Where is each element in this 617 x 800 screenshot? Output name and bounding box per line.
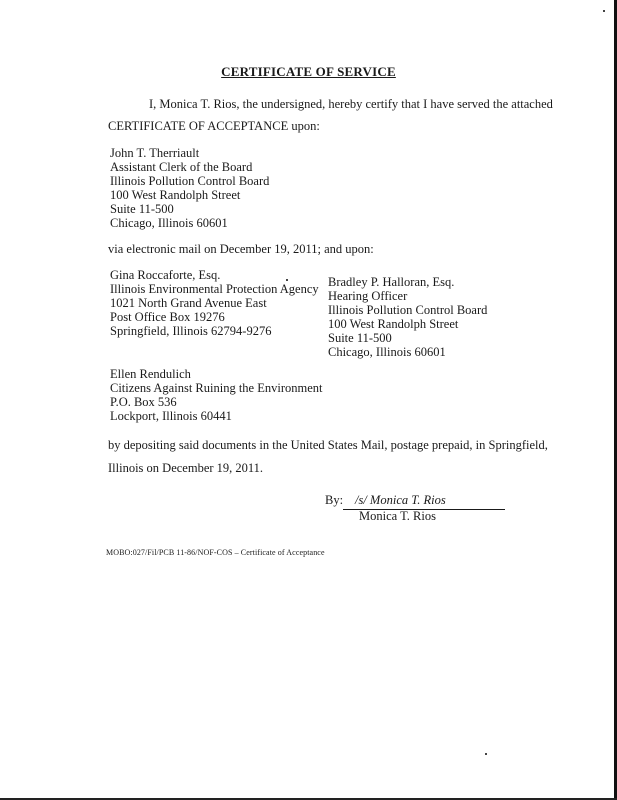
address-line: Hearing Officer [328,289,408,303]
address-line: 100 West Randolph Street [110,188,241,202]
intro-line-1: I, Monica T. Rios, the undersigned, hereby certify that I have served the attached [149,97,553,111]
recipient-block-hearing-officer [328,275,487,359]
address-line: Gina Roccaforte, Esq. [110,268,221,282]
address-line: P.O. Box 536 [110,395,177,409]
page-title: CERTIFICATE OF SERVICE [221,64,396,79]
via-line: via electronic mail on December 19, 2011; and upon: [108,242,374,256]
address-line: Suite 11-500 [110,202,174,216]
recipient-block-clerk [110,146,269,230]
signature-signed: /s/ Monica T. Rios [355,493,446,507]
address-line: 1021 North Grand Avenue East [110,296,267,310]
deposit-line-1: by depositing said documents in the United States Mail, postage prepaid, in Springfield, [108,438,548,452]
scan-speck [485,753,487,755]
address-line: John T. Therriault [110,146,200,160]
address-line: Chicago, Illinois 60601 [328,345,446,359]
intro-line-2: CERTIFICATE OF ACCEPTANCE upon: [108,119,320,133]
address-line: Chicago, Illinois 60601 [110,216,228,230]
scan-speck [286,279,288,281]
address-line: Lockport, Illinois 60441 [110,409,232,423]
address-line: Assistant Clerk of the Board [110,160,253,174]
address-line: Bradley P. Halloran, Esq. [328,275,455,289]
address-line: Suite 11-500 [328,331,392,345]
address-line: Illinois Pollution Control Board [328,303,488,317]
deposit-line-2: Illinois on December 19, 2011. [108,461,264,475]
signature-printed-name: Monica T. Rios [359,509,436,523]
address-line: Illinois Pollution Control Board [110,174,270,188]
scan-speck [603,10,605,12]
address-line: 100 West Randolph Street [328,317,459,331]
address-line: Springfield, Illinois 62794-9276 [110,324,272,338]
address-line: Illinois Environmental Protection Agency [110,282,319,296]
recipient-block-care [110,367,322,423]
footer-reference: MOBO:027/Fil/PCB 11-86/NOF-COS – Certificate of Acceptance [106,548,325,557]
address-line: Ellen Rendulich [110,367,191,381]
signature-by-label: By: [325,493,344,507]
address-line: Citizens Against Ruining the Environment [110,381,323,395]
address-line: Post Office Box 19276 [110,310,225,324]
